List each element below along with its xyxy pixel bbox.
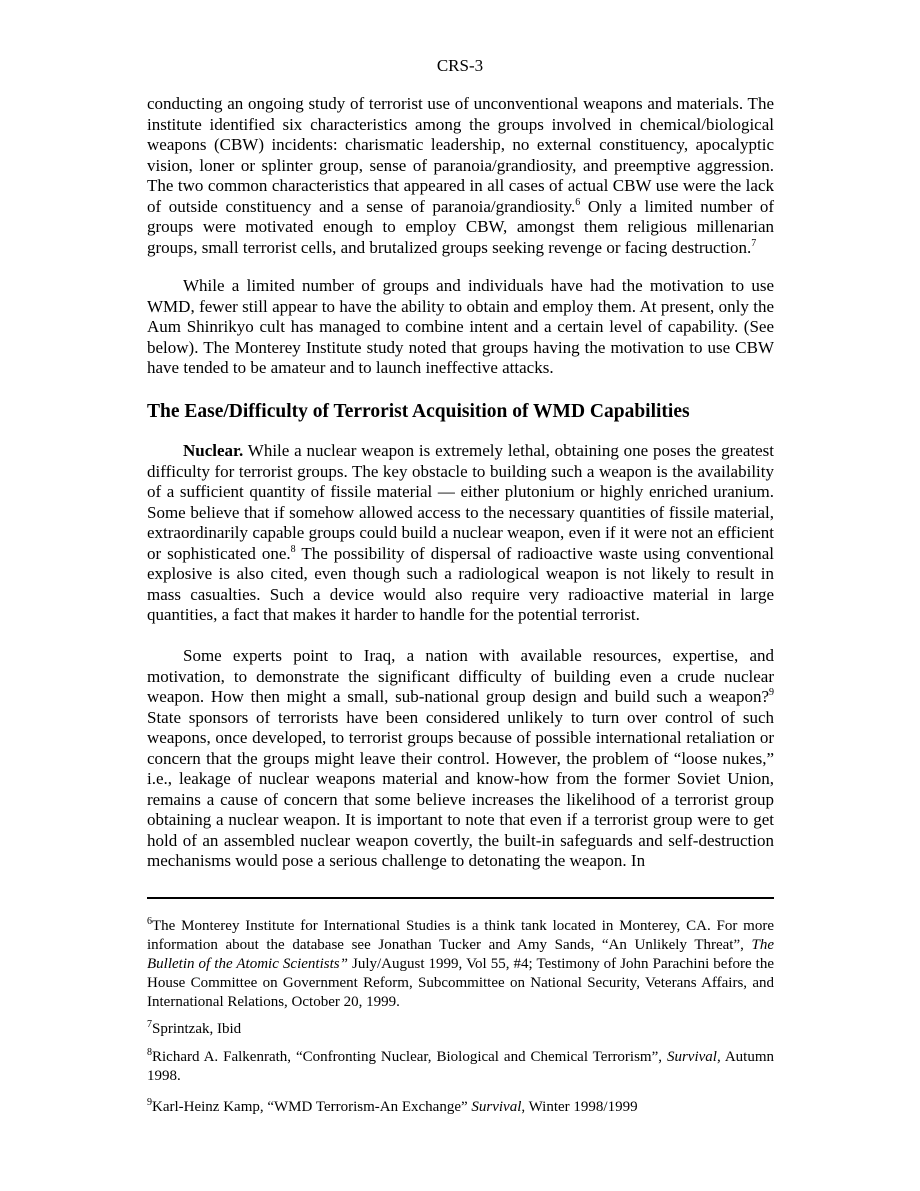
paragraph-text: State sponsors of terrorists have been considered unlikely to turn over control of such weapons, once developed, to terrorist groups because of possible international retaliation or concern that the groups might leave their control. However, the problem of “loose nukes,” i.e., leakage of nuclear weapons material and know-how from the former Soviet Union, remains a cause of concern that some believe increases the likelihood of a terrorist group obtaining a nuclear weapon. It is important to note that even if a terrorist group were to get hold of an assembled nuclear weapon covertly, the built-in safeguards and self-destruction mechanisms would pose a serious challenge to detonating the weapon. In (147, 707, 774, 870)
paragraph-text: The possibility of dispersal of radioactive waste using conventional explosive is also cited, even though such a radiological weapon is not likely to result in mass casualties. Such a device would also require very radioactive material in large quantities, a fact that makes it harder to handle for the potential terrorist. (147, 543, 775, 624)
footnote-7 (147, 1020, 774, 1039)
paragraph-text: conducting an ongoing study of terrorist use of unconventional weapons and materials. The institute identified six characteristics among the groups involved in chemical/biological weapons (CBW) incidents: charismatic leadership, no external constituency, apocalyptic vision, loner or splinter group, sense of paranoia/grandiosity, and preemptive aggression. The two common characteristics that appeared in all cases of actual CBW use were the lack of outside constituency and a sense of paranoia/grandiosity. (147, 94, 774, 216)
footnote-mark: 6 (147, 916, 152, 927)
paragraph-text: Some experts point to Iraq, a nation with available resources, expertise, and motivation, to demonstrate the significant difficulty of building even a crude nuclear weapon. How then might a small, sub-national group design and build such a weapon? (147, 646, 774, 706)
footnote-ref-8: 8 (290, 543, 296, 555)
footnote-text: Richard A. Falkenrath, “Confronting Nuclear, Biological and Chemical Terrorism”, (152, 1049, 667, 1065)
footnote-italic: Survival (666, 1049, 717, 1065)
footnote-ref-7: 7 (751, 237, 757, 249)
footnote-text: July/August 1999, Vol 55, #4; Testimony of John Parachini before the House Committee on Government Reform, Subcommittee on National Security, Veterans Affairs, and International Relations, October 20, 1999. (147, 956, 774, 1010)
run-in-heading-nuclear: Nuclear. (183, 441, 244, 460)
body-paragraph-nuclear (147, 441, 774, 626)
footnote-mark: 8 (147, 1047, 152, 1058)
footnote-ref-9: 9 (769, 687, 774, 698)
paragraph-text: Only a limited number of groups were motivated enough to employ CBW, amongst them religious millenarian groups, small terrorist cells, and brutalized groups seeking revenge or facing destruction. (147, 196, 774, 257)
footnote-ref-6: 6 (575, 196, 581, 208)
page-number: CRS-3 (436, 56, 484, 75)
paragraph-text: While a nuclear weapon is extremely lethal, obtaining one poses the greatest difficulty for terrorist groups. The key obstacle to building such a weapon is the availability of a sufficient quantity of fissile material — either plutonium or highly enriched uranium. Some believe that if somehow allowed access to the necessary quantities of fissile material, extraordinarily capable groups could build a nuclear weapon, even if it were not an efficient or sophisticated one. (147, 441, 774, 563)
footnote-separator (147, 897, 774, 899)
body-paragraph-1 (147, 94, 774, 258)
footnote-text: Sprintzak, Ibid (152, 1021, 242, 1037)
footnote-text: The Monterey Institute for International Studies is a think tank located in Monterey, CA. For more information about the database see Jonathan Tucker and Amy Sands, “An Unlikely Threat”, (147, 918, 774, 953)
footnote-mark: 7 (147, 1019, 152, 1030)
footnote-italic: The Bulletin of the Atomic Scientists” (147, 937, 774, 972)
footnote-text: Karl-Heinz Kamp, “WMD Terrorism-An Exchange” (152, 1099, 472, 1115)
footnote-text: , Winter 1998/1999 (521, 1099, 638, 1115)
body-paragraph-4 (147, 646, 774, 872)
body-paragraph-2 (147, 276, 774, 379)
footnote-italic: Survival (471, 1099, 522, 1115)
footnote-6 (147, 917, 774, 1012)
paragraph-text: While a limited number of groups and individuals have had the motivation to use WMD, fewer still appear to have the ability to obtain and employ them. At present, only the Aum Shinrikyo cult has managed to combine intent and a certain level of capability. (See below). The Monterey Institute study noted that groups having the motivation to use CBW have tended to be amateur and to launch ineffective attacks. (147, 276, 774, 377)
footnote-9 (147, 1098, 774, 1117)
section-heading: The Ease/Difficulty of Terrorist Acquisition of WMD Capabilities (147, 401, 690, 422)
footnote-text: , Autumn 1998. (147, 1049, 775, 1084)
footnote-mark: 9 (147, 1097, 152, 1108)
footnote-8 (147, 1048, 774, 1086)
